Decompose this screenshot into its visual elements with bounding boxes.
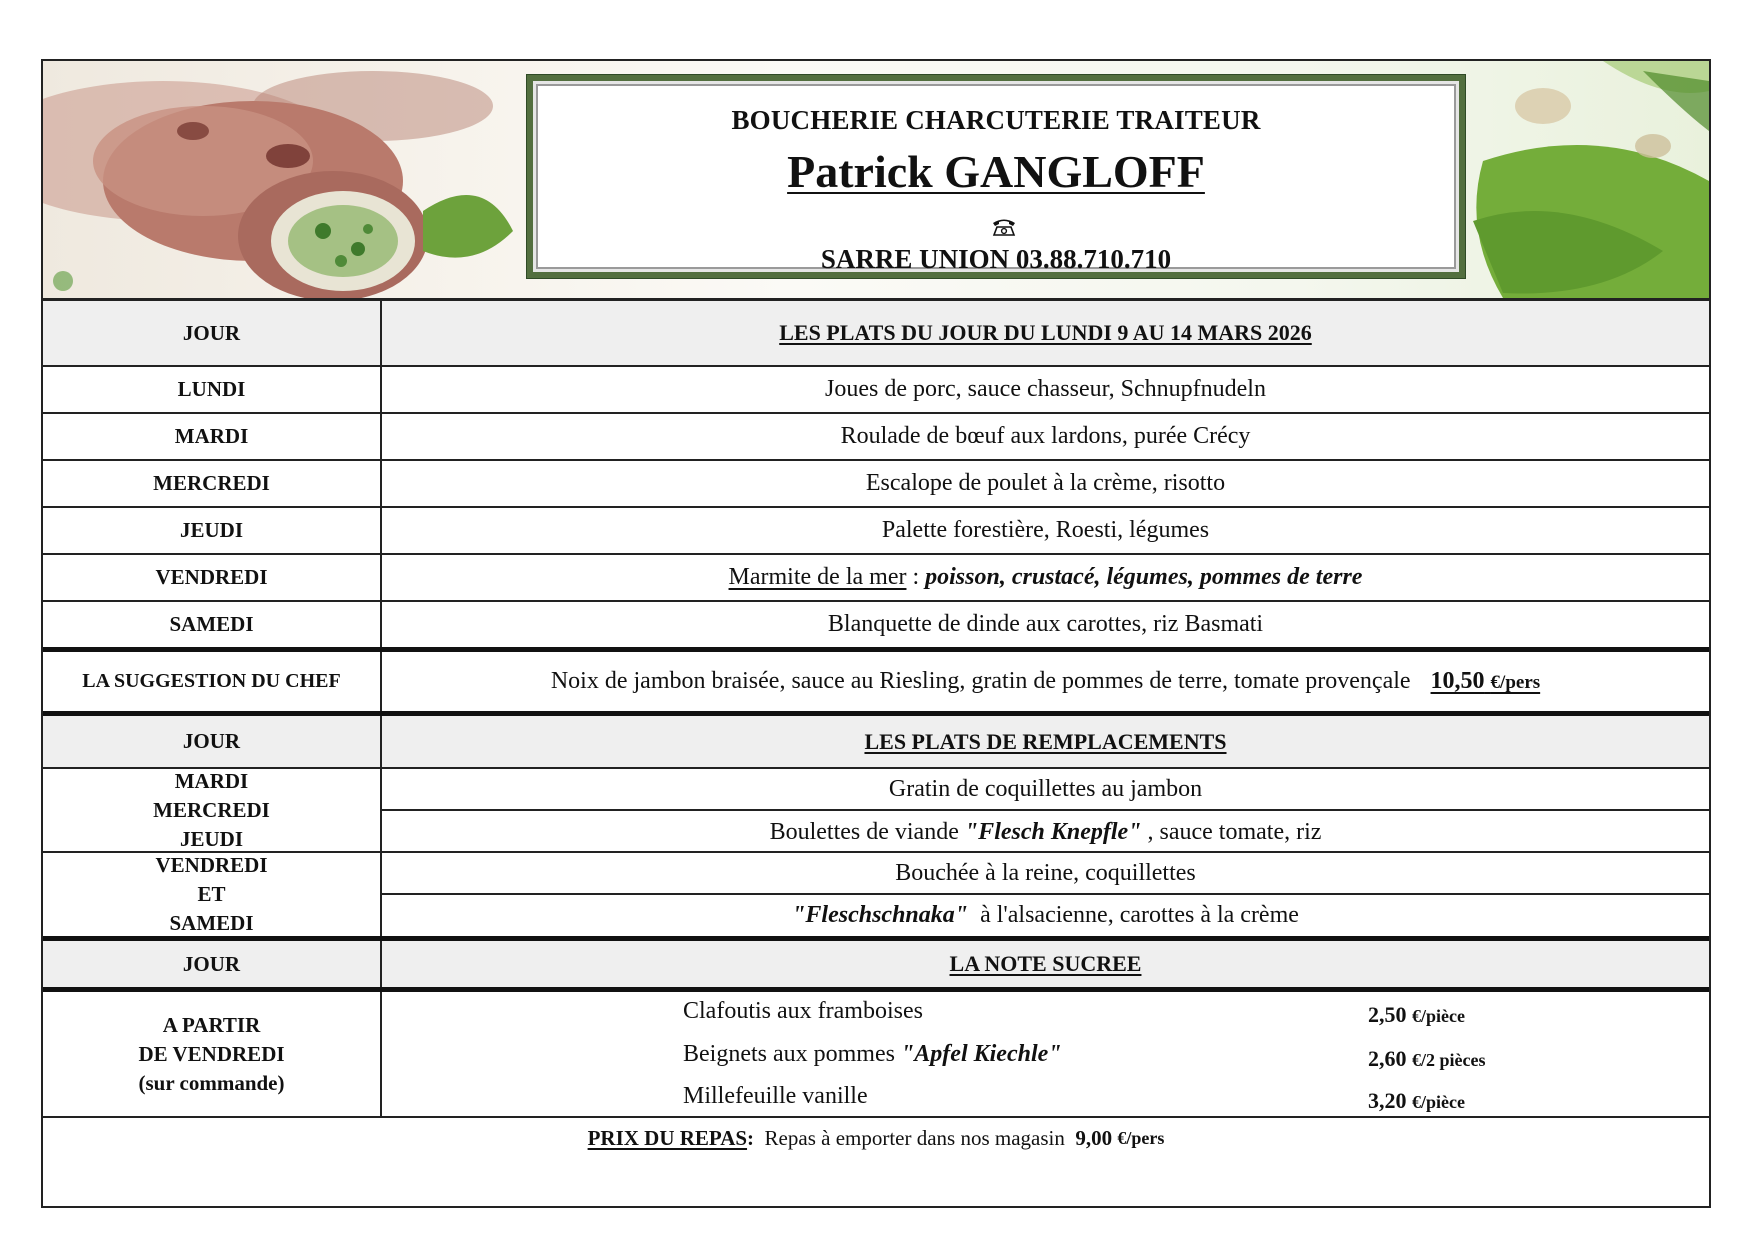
dish-text: Gratin de coquillettes au jambon (888, 775, 1203, 802)
day-column-header: JOUR (43, 941, 382, 987)
dish-text: Boulettes de viande "Flesch Knepfle" , sauce tomate, riz (769, 818, 1322, 845)
shop-phone: SARRE UNION 03.88.710.710 (820, 244, 1172, 274)
table-row (43, 508, 1709, 555)
shop-title-box (527, 75, 1465, 278)
dish-detail: poisson, crustacé, légumes, pommes de terre (925, 564, 1363, 590)
dish-text: Escalope de poulet à la crème, risotto (865, 470, 1226, 496)
chef-suggestion-dish: Noix de jambon braisée, sauce au Riesling, gratin de pommes de terre, tomate provençale (550, 668, 1411, 694)
replacement-group (43, 769, 1709, 853)
daily-header-row (43, 301, 1709, 367)
day-label: VENDREDI ET SAMEDI (43, 853, 382, 936)
replacements-header-row (43, 716, 1709, 769)
meal-price-text: PRIX DU REPAS : Repas à emporter dans nos magasin 9,00 €/pers (587, 1125, 1165, 1150)
dish-text: Bouchée à la reine, coquillettes (895, 859, 1196, 886)
table-row (43, 414, 1709, 461)
dish-name: Marmite de la mer (728, 564, 907, 590)
dessert-title: LA NOTE SUCREE (949, 951, 1142, 976)
phone-icon (991, 216, 1017, 236)
dessert-row (43, 992, 1709, 1118)
dish-text: Joues de porc, sauce chasseur, Schnupfnudeln (825, 376, 1266, 402)
day-label: MERCREDI (43, 461, 382, 506)
meal-price-row (43, 1118, 1709, 1162)
dessert-item: Millefeuille vanille (683, 1083, 868, 1109)
chef-suggestion-price: 10,50 €/pers (1430, 668, 1541, 694)
daily-title: LES PLATS DU JOUR DU LUNDI 9 AU 14 MARS 2026 (779, 320, 1312, 345)
dish-text: Palette forestière, Roesti, légumes (881, 517, 1210, 543)
replacements-title: LES PLATS DE REMPLACEMENTS (864, 728, 1227, 754)
day-label: LUNDI (43, 367, 382, 412)
table-row (43, 602, 1709, 652)
day-label: MARDI (43, 414, 382, 459)
dessert-price: 2,60 €/2 pièces (1368, 1046, 1486, 1071)
day-column-header: JOUR (43, 301, 382, 365)
table-row (43, 555, 1709, 602)
dish-text: Roulade de bœuf aux lardons, purée Crécy (840, 423, 1251, 449)
dish-text (382, 555, 1709, 600)
header-banner (43, 61, 1709, 301)
table-row (43, 461, 1709, 508)
table-row (43, 367, 1709, 414)
shop-category: BOUCHERIE CHARCUTERIE TRAITEUR (731, 105, 1261, 135)
menu-sheet (41, 59, 1711, 1208)
dessert-header-row (43, 941, 1709, 992)
day-label: A PARTIR DE VENDREDI (sur commande) (43, 992, 382, 1116)
dish-text: "Fleschschnaka" à l'alsacienne, carottes à la crème (792, 902, 1299, 928)
day-label: MARDI MERCREDI JEUDI (43, 769, 382, 851)
dish-separator: : (906, 564, 926, 590)
day-label: VENDREDI (43, 555, 382, 600)
day-label: JEUDI (43, 508, 382, 553)
meal-price-label: PRIX DU REPAS (587, 1125, 748, 1150)
replacement-group (43, 853, 1709, 941)
meal-price-unit: €/pers (1117, 1127, 1165, 1148)
dessert-price: 2,50 €/pièce (1368, 1002, 1465, 1027)
day-label: SAMEDI (43, 602, 382, 647)
chef-suggestion-label: LA SUGGESTION DU CHEF (43, 652, 382, 711)
chef-suggestion-text (382, 652, 1709, 711)
dish-text: Blanquette de dinde aux carottes, riz Basmati (827, 611, 1264, 637)
chef-suggestion-row (43, 652, 1709, 716)
dessert-item: Clafoutis aux framboises (683, 998, 923, 1024)
meal-price-value: 9,00 (1075, 1125, 1113, 1150)
dessert-price: 3,20 €/pièce (1368, 1088, 1465, 1113)
dessert-item: Beignets aux pommes "Apfel Kiechle" (683, 1041, 1062, 1067)
day-column-header: JOUR (43, 716, 382, 767)
meal-price-description: Repas à emporter dans nos magasin (764, 1125, 1065, 1150)
shop-owner-name: Patrick GANGLOFF (787, 146, 1205, 197)
